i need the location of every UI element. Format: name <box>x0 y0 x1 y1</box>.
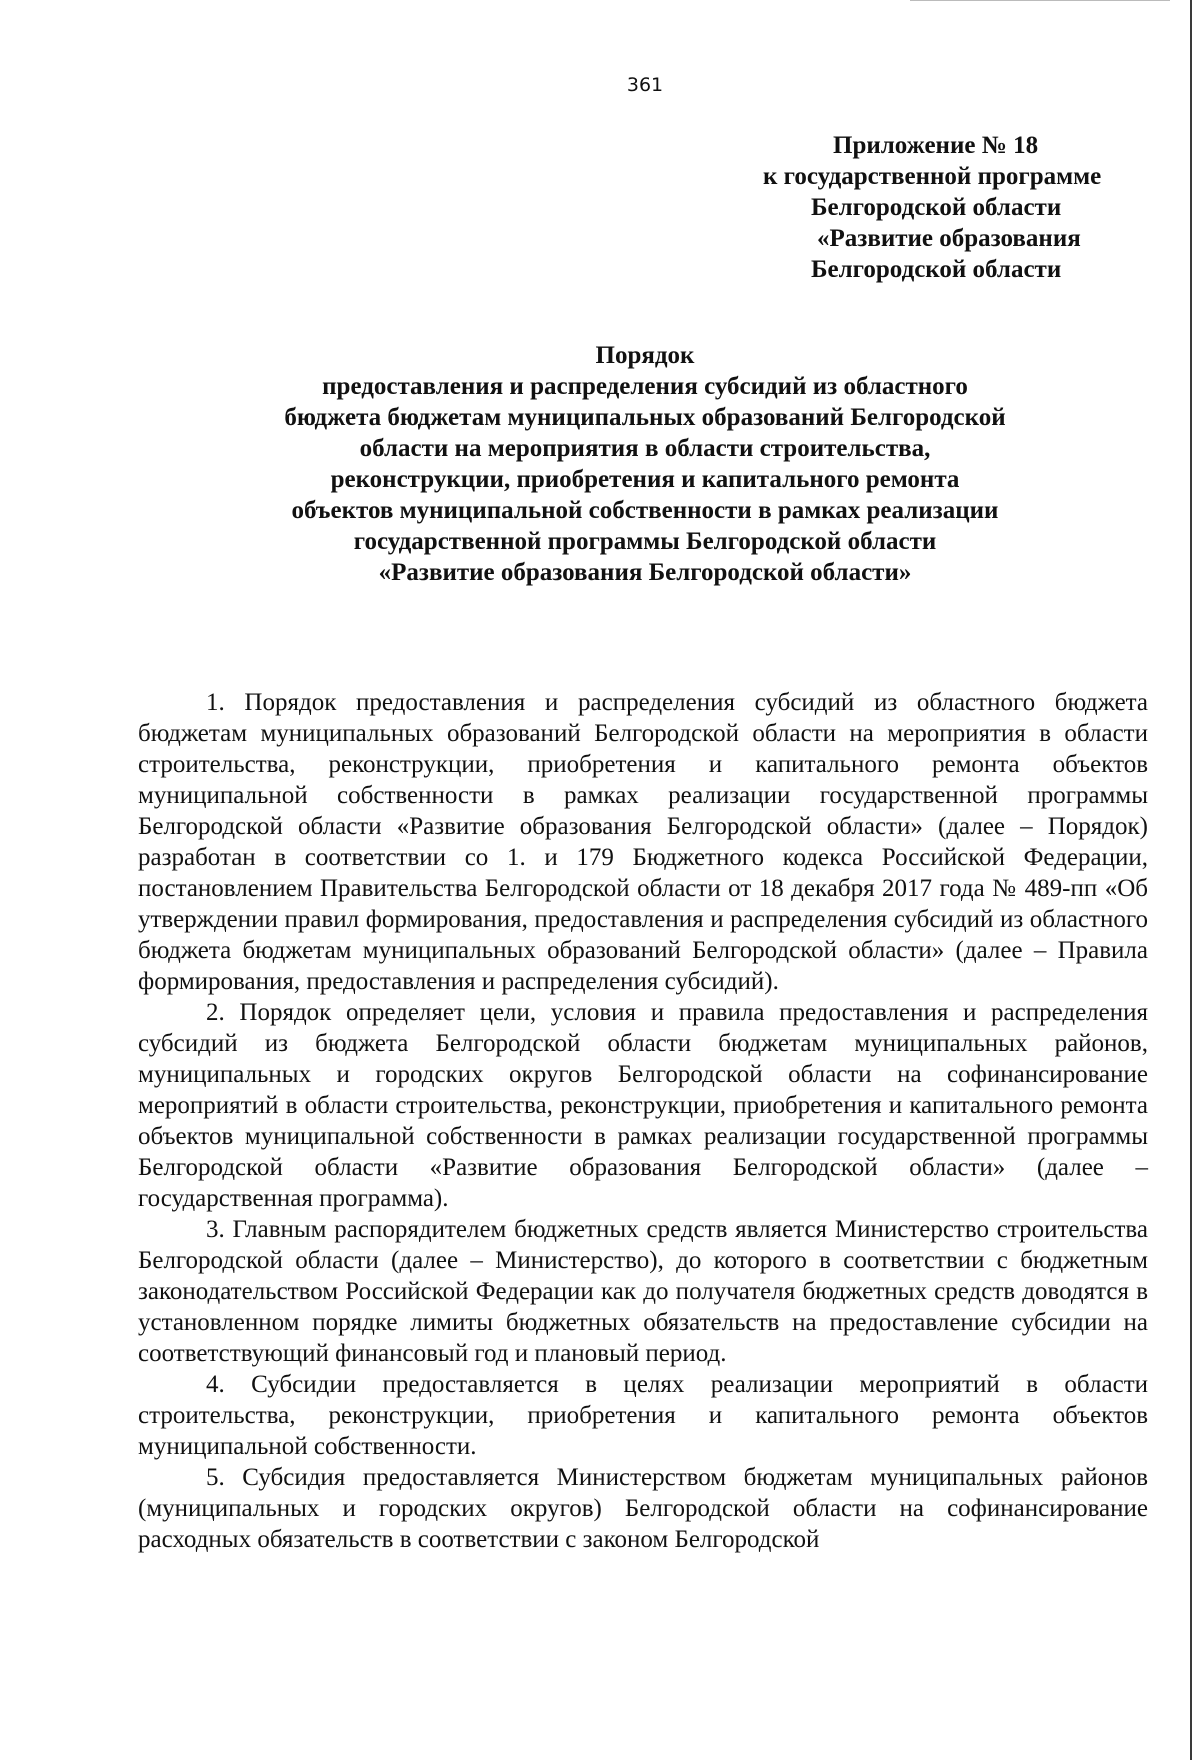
appendix-line: Белгородской области <box>811 256 1062 283</box>
document-body <box>138 687 1148 1555</box>
title-line: предоставления и распределения субсидий из областного <box>322 373 968 400</box>
title-line: объектов муниципальной собственности в рамках реализации <box>291 497 999 524</box>
paragraph-4: 4. Субсидии предоставляется в целях реализации мероприятий в области строительства, реконструкции, приобретения и капитального ремонта объектов муниципальной собственности. <box>138 1371 1148 1460</box>
title-line: государственной программы Белгородской области <box>353 528 937 555</box>
paragraph-5: 5. Субсидия предоставляется Министерством бюджетам муниципальных районов (муниципальных и городских округов) Белгородской области на софинансирование расходных обязательств в соответствии с законом Белгородской <box>138 1464 1148 1553</box>
appendix-line: Белгородской области <box>811 194 1062 221</box>
appendix-line: Приложение № 18 <box>833 132 1039 159</box>
appendix-line: к государственной программе <box>763 163 1102 190</box>
title-line: бюджета бюджетам муниципальных образований Белгородской <box>284 404 1006 431</box>
scan-edge-right <box>1190 0 1192 1760</box>
document-title <box>140 340 1150 588</box>
scan-edge-top <box>910 0 1170 1</box>
title-line: Порядок <box>595 342 695 369</box>
paragraph-3: 3. Главным распорядителем бюджетных средств является Министерство строительства Белгородской области (далее – Министерство), до которого в соответствии с бюджетным законодательством Российской Федерации как до получателя бюджетных средств доводятся в установленном порядке лимиты бюджетных обязательств на предоставление субсидии на соответствующий финансовый год и плановый период. <box>138 1216 1148 1367</box>
title-line: «Развитие образования Белгородской области» <box>378 559 912 586</box>
paragraph-2: 2. Порядок определяет цели, условия и правила предоставления и распределения субсидий из бюджета Белгородской области бюджетам муниципальных районов, муниципальных и городских округов Белгородской области на софинансирование мероприятий в области строительства, реконструкции, приобретения и капитального ремонта объектов муниципальной собственности в рамках реализации государственной программы Белгородской области «Развитие образования Белгородской области» (далее – государственная программа). <box>138 999 1148 1212</box>
title-line: области на мероприятия в области строительства, <box>359 435 931 462</box>
page-number: 361 <box>626 74 664 96</box>
paragraph-1: 1. Порядок предоставления и распределения субсидий из областного бюджета бюджетам муниципальных образований Белгородской области на мероприятия в области строительства, реконструкции, приобретения и капитального ремонта объектов муниципальной собственности в рамках реализации государственной программы Белгородской области «Развитие образования Белгородской области» (далее – Порядок) разработан в соответствии со 1. и 179 Бюджетного кодекса Российской Федерации, постановлением Правительства Белгородской области от 18 декабря 2017 года № 489-пп «Об утверждении правил формирования, предоставления и распределения субсидий из областного бюджета бюджетам муниципальных образований Белгородской области» (далее – Правила формирования, предоставления и распределения субсидий). <box>138 689 1148 995</box>
appendix-line: «Развитие образования <box>817 225 1081 252</box>
appendix-header <box>745 130 1145 285</box>
title-line: реконструкции, приобретения и капитального ремонта <box>330 466 960 493</box>
